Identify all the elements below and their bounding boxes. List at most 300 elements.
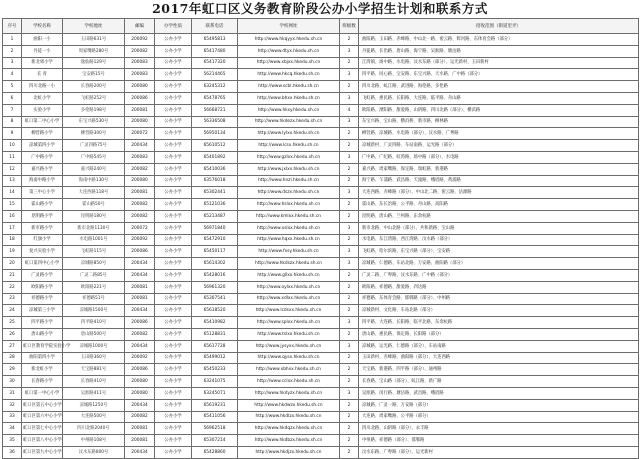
class-count: 3 xyxy=(340,187,359,199)
zip-code: 200081 xyxy=(125,187,155,199)
row-number: 22 xyxy=(3,281,22,293)
website-url: http://www.lylxx.hkedu.sh.cn xyxy=(238,128,340,140)
school-name: 虹口第二中心小学 xyxy=(22,116,63,128)
table-row xyxy=(3,328,639,340)
school-address: 大连西路118号 xyxy=(63,187,125,199)
table-row xyxy=(3,399,639,411)
school-type: 公办小学 xyxy=(155,305,192,317)
school-type: 公办小学 xyxy=(155,45,192,57)
enrollment-range: 玉田新村、赤峰路、曲阳路（部分）、大连西路 xyxy=(359,352,639,364)
zip-code: 200081 xyxy=(125,281,155,293)
row-number: 6 xyxy=(3,92,22,104)
school-type: 公办小学 xyxy=(155,34,192,46)
phone-number: 65307214 xyxy=(192,435,238,447)
zip-code: 200082 xyxy=(125,328,155,340)
school-address: 逸仙路129号 xyxy=(63,57,125,69)
class-count: 2 xyxy=(340,446,359,458)
enrollment-range: 天宝路、新港路、四平路（部分）、通州路 xyxy=(359,364,639,376)
school-address: 天宝路881号 xyxy=(63,364,125,376)
phone-number: 65614302 xyxy=(192,258,238,270)
school-name: 昆明路小学 xyxy=(22,210,63,222)
table-row xyxy=(3,269,639,281)
enrollment-range: 昆明路、唐山路、兰州路、东余杭路 xyxy=(359,210,639,222)
table-row xyxy=(3,376,639,388)
header-zip: 邮编 xyxy=(125,19,155,34)
website-url: http://www.xslxx.hkedu.sh.cn xyxy=(238,222,340,234)
row-number: 34 xyxy=(3,423,22,435)
zip-code: 200072 xyxy=(125,128,155,140)
class-count: 2 xyxy=(340,140,359,152)
enrollment-range: 霍山路、东长治路、公平路、舟山路、高阳路 xyxy=(359,199,639,211)
enrollment-range: 欧阳路、溧阳路、甜爱路、山阴路、四川北路（部分）、横浜路 xyxy=(359,104,639,116)
table-row xyxy=(3,92,639,104)
zip-code: 200080 xyxy=(125,376,155,388)
school-name: 实验小学 xyxy=(22,104,63,116)
zip-code: 200082 xyxy=(125,163,155,175)
table-row xyxy=(3,281,639,293)
phone-number: 65428860 xyxy=(192,446,238,458)
school-type: 公办小学 xyxy=(155,57,192,69)
class-count: 3 xyxy=(340,246,359,258)
enrollment-table xyxy=(2,18,639,459)
row-number: 7 xyxy=(3,104,22,116)
school-address: 新市北路1130号 xyxy=(63,222,125,234)
school-name: 虹口第一中心小学 xyxy=(22,387,63,399)
school-address: 凉城路850号 xyxy=(63,258,125,270)
enrollment-range: 四川北路、山阴路（部分）、永丰路 xyxy=(359,423,639,435)
school-name: 丹徒一小 xyxy=(22,45,63,57)
table-row xyxy=(3,234,639,246)
row-number: 13 xyxy=(3,175,22,187)
website-url: http://www.hslxx.hkedu.sh.cn xyxy=(238,199,340,211)
school-name: 曲阳一小 xyxy=(22,34,63,46)
row-number: 24 xyxy=(3,305,22,317)
row-number: 36 xyxy=(3,446,22,458)
phone-number: 65121036 xyxy=(192,199,238,211)
phone-number: 65411056 xyxy=(192,411,238,423)
website-url: http://www.splxx.hkedu.sh.cn xyxy=(238,317,340,329)
table-row xyxy=(3,116,639,128)
row-number: 31 xyxy=(3,387,22,399)
class-count: 3 xyxy=(340,258,359,270)
phone-number: 65428016 xyxy=(192,269,238,281)
class-count: 3 xyxy=(340,45,359,57)
class-count: 3 xyxy=(340,69,359,81)
phone-number: 56336508 xyxy=(192,116,238,128)
school-type: 公办小学 xyxy=(155,411,192,423)
row-number: 25 xyxy=(3,317,22,329)
phone-number: 65307541 xyxy=(192,293,238,305)
header-school-name: 学校名称 xyxy=(22,19,63,34)
table-row xyxy=(3,140,639,152)
school-type: 公办小学 xyxy=(155,210,192,222)
table-row xyxy=(3,57,639,69)
table-row xyxy=(3,364,639,376)
school-address: 玉田路360号 xyxy=(63,352,125,364)
class-count: 2 xyxy=(340,199,359,211)
school-name: 欧阳路小学 xyxy=(22,281,63,293)
zip-code: 200072 xyxy=(125,222,155,234)
school-type: 公办小学 xyxy=(155,128,192,140)
row-number: 3 xyxy=(3,57,22,69)
school-name: 四川北路一小 xyxy=(22,81,63,93)
school-name: 凉城第四小学 xyxy=(22,140,63,152)
school-name: 唐山路小学 xyxy=(22,328,63,340)
class-count: 2 xyxy=(340,376,359,388)
school-type: 公办小学 xyxy=(155,387,192,399)
phone-number: 65410982 xyxy=(192,317,238,329)
header-class-count: 班级数 xyxy=(340,19,359,34)
school-name: 长春路小学 xyxy=(22,376,63,388)
enrollment-range: 中州路、祥德路（部分）、邯郸路 xyxy=(359,435,639,447)
zip-code: 200434 xyxy=(125,340,155,352)
zip-code: 200083 xyxy=(125,57,155,69)
row-number: 17 xyxy=(3,222,22,234)
table-row xyxy=(3,446,639,458)
phone-number: 56962518 xyxy=(192,423,238,435)
table-row xyxy=(3,352,639,364)
class-count: 3 xyxy=(340,340,359,352)
website-url: http://www.hqxx.hkedu.sh.cn xyxy=(238,234,340,246)
row-number: 21 xyxy=(3,269,22,281)
website-url: http://www.hkdezx.hkedu.sh.cn xyxy=(238,116,340,128)
phone-number: 65450117 xyxy=(192,246,238,258)
class-count: 2 xyxy=(340,175,359,187)
table-row xyxy=(3,199,639,211)
school-name: 广中路小学 xyxy=(22,151,63,163)
table-row xyxy=(3,293,639,305)
enrollment-range: 凉城新村、文化路、车站北路（部分） xyxy=(359,305,639,317)
zip-code: 200081 xyxy=(125,104,155,116)
school-address: 飞虹路252号 xyxy=(63,92,125,104)
zip-code: 200434 xyxy=(125,269,155,281)
row-number: 8 xyxy=(3,116,22,128)
table-row xyxy=(3,258,639,270)
header-address: 学校地址 xyxy=(63,19,125,34)
school-type: 公办小学 xyxy=(155,199,192,211)
website-url: http://www.lcdsxx.hkedu.sh.cn xyxy=(238,305,340,317)
class-count: 3 xyxy=(340,116,359,128)
school-address: 水电路1001号 xyxy=(63,234,125,246)
class-count: 2 xyxy=(340,128,359,140)
school-name: 柳营路小学 xyxy=(22,128,63,140)
table-row xyxy=(3,45,639,57)
school-address: 广灵四路75号 xyxy=(63,140,125,152)
zip-code: 200434 xyxy=(125,399,155,411)
website-url: http://www.hksy.hkedu.sh.cn xyxy=(238,104,340,116)
class-count: 2 xyxy=(340,352,359,364)
class-count: 3 xyxy=(340,317,359,329)
school-address: 东宝兴路530号 xyxy=(63,116,125,128)
class-count: 2 xyxy=(340,328,359,340)
enrollment-range: 大连西路、赤峰路（部分）、中山北二路、密云路、沽源路 xyxy=(359,187,639,199)
phone-number: 65619231 xyxy=(192,399,238,411)
enrollment-range: 东宝兴路、宝山路、横浜桥、新市路、柳林路 xyxy=(359,116,639,128)
enrollment-range: 嘉兴路、周家嘴路、保定路、瑞虹路、新港路 xyxy=(359,163,639,175)
zip-code: 200092 xyxy=(125,352,155,364)
header-website: 学校网址 xyxy=(238,19,340,34)
school-type: 公办小学 xyxy=(155,399,192,411)
class-count: 4 xyxy=(340,104,359,116)
class-count: 3 xyxy=(340,222,359,234)
school-type: 公办小学 xyxy=(155,423,192,435)
zip-code: 200080 xyxy=(125,116,155,128)
website-url: http://www.hkqyyx.hkedu.sh.cn xyxy=(238,34,340,46)
website-url: http://www.bhxx.hkedu.sh.cn xyxy=(238,92,340,104)
school-address: 长春路200号 xyxy=(63,81,125,93)
school-name: 广灵路小学 xyxy=(22,269,63,281)
website-url: http://www.hkdqzx.hkedu.sh.cn xyxy=(238,423,340,435)
row-number: 12 xyxy=(3,163,22,175)
website-url: http://www.gzlxx.hkedu.sh.cn xyxy=(238,151,340,163)
school-name: 虹口区教育学院实验小学 xyxy=(22,340,63,352)
row-number: 16 xyxy=(3,210,22,222)
zip-code: 200082 xyxy=(125,199,155,211)
row-number: 27 xyxy=(3,340,22,352)
school-address: 广灵二路85号 xyxy=(63,269,125,281)
table-row xyxy=(3,104,639,116)
row-number: 33 xyxy=(3,411,22,423)
class-count: 2 xyxy=(340,423,359,435)
phone-number: 65495813 xyxy=(192,34,238,46)
website-url: http://www.kmlxx.hkedu.sh.cn xyxy=(238,210,340,222)
table-row xyxy=(3,81,639,93)
zip-code: 200083 xyxy=(125,151,155,163)
school-address: 柳营路300号 xyxy=(63,128,125,140)
school-name: 新北虹小学 xyxy=(22,364,63,376)
header-phone: 联系电话 xyxy=(192,19,238,34)
website-url: http://www.hkdwzx.hkedu.sh.cn xyxy=(238,399,340,411)
school-type: 公办小学 xyxy=(155,269,192,281)
school-type: 公办小学 xyxy=(155,293,192,305)
school-address: 昆明路180号 xyxy=(63,210,125,222)
zip-code: 200086 xyxy=(125,317,155,329)
class-count: 2 xyxy=(340,364,359,376)
class-count: 2 xyxy=(340,293,359,305)
class-count: 2 xyxy=(340,163,359,175)
school-address: 宝安路15号 xyxy=(63,69,125,81)
website-url: http://www.scbl.hkedu.sh.cn xyxy=(238,81,340,93)
zip-code: 200434 xyxy=(125,140,155,152)
school-type: 公办小学 xyxy=(155,69,192,81)
school-address: 凉城路1500号 xyxy=(63,305,125,317)
enrollment-range: 水电路、东江湾路、西江湾路、汶水路（部分） xyxy=(359,234,639,246)
enrollment-range: 曲阳路、玉田路、赤峰路、中山北一路、密云路、辉河路、东体育会路（部分） xyxy=(359,34,639,46)
enrollment-range: 飞虹路、哈尔滨路、东宝兴路（部分）、宝安路 xyxy=(359,246,639,258)
school-address: 嘉兴路240号 xyxy=(63,163,125,175)
school-address: 凉城路1250号 xyxy=(63,399,125,411)
enrollment-range: 飞虹路、惠民路、长阳路、大连路、临平路、舟山路 xyxy=(359,92,639,104)
row-number: 9 xyxy=(3,128,22,140)
phone-number: 63245071 xyxy=(192,387,238,399)
table-row xyxy=(3,128,639,140)
school-name: 曲阳第四小学 xyxy=(22,352,63,364)
phone-number: 65610512 xyxy=(192,140,238,152)
school-name: 虹口区第六中心小学 xyxy=(22,411,63,423)
zip-code: 200434 xyxy=(125,258,155,270)
school-type: 公办小学 xyxy=(155,104,192,116)
table-row xyxy=(3,246,639,258)
school-type: 公办小学 xyxy=(155,446,192,458)
website-url: http://www.cclxx.hkedu.sh.cn xyxy=(238,376,340,388)
phone-number: 56950134 xyxy=(192,128,238,140)
phone-number: 65617728 xyxy=(192,340,238,352)
class-count: 2 xyxy=(340,57,359,69)
row-number: 15 xyxy=(3,199,22,211)
row-number: 35 xyxy=(3,435,22,447)
school-address: 祥德路51号 xyxy=(63,293,125,305)
enrollment-range: 欧阳路、祥德路、甜爱路、四达路 xyxy=(359,281,639,293)
row-number: 10 xyxy=(3,140,22,152)
zip-code: 200082 xyxy=(125,45,155,57)
school-name: 嘉兴路小学 xyxy=(22,163,63,175)
row-number: 11 xyxy=(3,151,22,163)
phone-number: 63245312 xyxy=(192,81,238,93)
phone-number: 56971840 xyxy=(192,222,238,234)
enrollment-range: 凉城路、运光路、仁德路（部分）、车站南路 xyxy=(359,340,639,352)
enrollment-range: 吴淞路、闵行路、塘沽路、武昌路、峨眉路 xyxy=(359,387,639,399)
school-type: 公办小学 xyxy=(155,435,192,447)
school-name: 虹口区第九中心小学 xyxy=(22,446,63,458)
school-name: 北虹小学 xyxy=(22,92,63,104)
enrollment-range: 祥德路、东体育会路、邯郸路（部分）、中州路 xyxy=(359,293,639,305)
enrollment-range: 江湾镇、场中路、水电路、汶水东路（部分）、运光新村、玉田新村 xyxy=(359,57,639,69)
table-row xyxy=(3,423,639,435)
school-type: 公办小学 xyxy=(155,175,192,187)
zip-code: 200081 xyxy=(125,435,155,447)
zip-code: 200081 xyxy=(125,423,155,435)
phone-number: 56668721 xyxy=(192,104,238,116)
class-count: 2 xyxy=(340,435,359,447)
school-address: 海南中路130号 xyxy=(63,175,125,187)
school-type: 公办小学 xyxy=(155,352,192,364)
table-row xyxy=(3,222,639,234)
school-name: 霍山路小学 xyxy=(22,199,63,211)
row-number: 32 xyxy=(3,399,22,411)
page-title: 2017年虹口区义务教育阶段公办小学招生计划和联系方式 xyxy=(152,1,488,16)
row-number: 14 xyxy=(3,187,22,199)
school-address: 长春路410号 xyxy=(63,376,125,388)
school-type: 公办小学 xyxy=(155,116,192,128)
class-count: 2 xyxy=(340,210,359,222)
school-address: 吴淞路411号 xyxy=(63,387,125,399)
website-url: http://www.xbhxx.hkedu.sh.cn xyxy=(238,364,340,376)
class-count: 2 xyxy=(340,234,359,246)
website-url: http://www.hkdjzx.hkedu.sh.cn xyxy=(238,446,340,458)
phone-number: 65302441 xyxy=(192,187,238,199)
phone-number: 65417320 xyxy=(192,57,238,69)
school-type: 公办小学 xyxy=(155,163,192,175)
school-name: 四平路小学 xyxy=(22,317,63,329)
school-type: 公办小学 xyxy=(155,187,192,199)
website-url: http://www.dtyx.hkedu.sh.cn xyxy=(238,45,340,57)
enrollment-range: 唐山路、惠民路、保定路、长阳路（部分） xyxy=(359,328,639,340)
table-row xyxy=(3,151,639,163)
website-url: http://www.hkdbzx.hkedu.sh.cn xyxy=(238,435,340,447)
website-url: http://www.hkcq.hkedu.sh.cn xyxy=(238,69,340,81)
school-type: 公办小学 xyxy=(155,222,192,234)
table-row xyxy=(3,305,639,317)
row-number: 29 xyxy=(3,364,22,376)
zip-code: 200092 xyxy=(125,234,155,246)
enrollment-range: 大连路、周家嘴路、公平路（部分） xyxy=(359,411,639,423)
row-number: 2 xyxy=(3,45,22,57)
enrollment-range: 广灵二路、广粤路、汶水东路、广中路（部分） xyxy=(359,269,639,281)
school-address: 中州路108号 xyxy=(63,435,125,447)
enrollment-range: 海宁路、乍浦路、武昌路、天潼路、峨眉路、黄浦路 xyxy=(359,175,639,187)
school-address: 汶水东路800号 xyxy=(63,446,125,458)
zip-code: 200080 xyxy=(125,387,155,399)
table-row xyxy=(3,163,639,175)
phone-number: 65472910 xyxy=(192,234,238,246)
website-url: http://www.fxsy.hkedu.sh.cn xyxy=(238,246,340,258)
school-name: 新市路小学 xyxy=(22,222,63,234)
phone-number: 63576018 xyxy=(192,175,238,187)
school-name: 凉城第三小学 xyxy=(22,305,63,317)
zip-code: 200081 xyxy=(125,293,155,305)
website-url: http://www.jxlxx.hkedu.sh.cn xyxy=(238,163,340,175)
website-url: http://www.tslxx.hkedu.sh.cn xyxy=(238,328,340,340)
phone-number: 56214465 xyxy=(192,69,238,81)
website-url: http://www.xdlxx.hkedu.sh.cn xyxy=(238,293,340,305)
school-type: 公办小学 xyxy=(155,258,192,270)
zip-code: 200086 xyxy=(125,92,155,104)
school-type: 公办小学 xyxy=(155,81,192,93)
table-row xyxy=(3,210,639,222)
table-header-row xyxy=(3,19,639,34)
website-url: http://www.xbjxx.hkedu.sh.cn xyxy=(238,57,340,69)
table-row xyxy=(3,340,639,352)
header-no: 序号 xyxy=(3,19,22,34)
zip-code: 200083 xyxy=(125,69,155,81)
school-name: 虹口区第八中心小学 xyxy=(22,435,63,447)
zip-code: 200082 xyxy=(125,210,155,222)
row-number: 28 xyxy=(3,352,22,364)
class-count: 2 xyxy=(340,34,359,46)
enrollment-range: 汶水东路、广粤路（部分）、运光新村 xyxy=(359,446,639,458)
zip-code: 200086 xyxy=(125,364,155,376)
enrollment-range: 四平路、大连路、长阳路、临平北路、东余杭路 xyxy=(359,317,639,329)
school-address: 唐山路500号 xyxy=(63,328,125,340)
zip-code: 200434 xyxy=(125,305,155,317)
school-address: 多伦路198号 xyxy=(63,104,125,116)
school-name: 红旗小学 xyxy=(22,234,63,246)
phone-number: 65128831 xyxy=(192,328,238,340)
phone-number: 65417480 xyxy=(192,45,238,57)
row-number: 18 xyxy=(3,234,22,246)
school-address: 凉城路1000号 xyxy=(63,340,125,352)
website-url: http://www.lcsx.hkedu.sh.cn xyxy=(238,140,340,152)
phone-number: 65410036 xyxy=(192,163,238,175)
website-url: http://www.gllxx.hkedu.sh.cn xyxy=(238,269,340,281)
phone-number: 65450233 xyxy=(192,364,238,376)
table-row xyxy=(3,411,639,423)
row-number: 19 xyxy=(3,246,22,258)
phone-number: 56961320 xyxy=(192,281,238,293)
zip-code: 200434 xyxy=(125,446,155,458)
table-body xyxy=(3,34,639,459)
class-count: 3 xyxy=(340,387,359,399)
school-name: 新北郊小学 xyxy=(22,57,63,69)
enrollment-range: 长春路、宝山路（部分）、虬江路、新广路 xyxy=(359,376,639,388)
school-type: 公办小学 xyxy=(155,281,192,293)
table-row xyxy=(3,387,639,399)
school-address: 广中路545号 xyxy=(63,151,125,163)
school-type: 公办小学 xyxy=(155,376,192,388)
school-address: 玉田路631号 xyxy=(63,34,125,46)
website-url: http://www.hkdyzx.hkedu.sh.cn xyxy=(238,387,340,399)
phone-number: 65213487 xyxy=(192,210,238,222)
